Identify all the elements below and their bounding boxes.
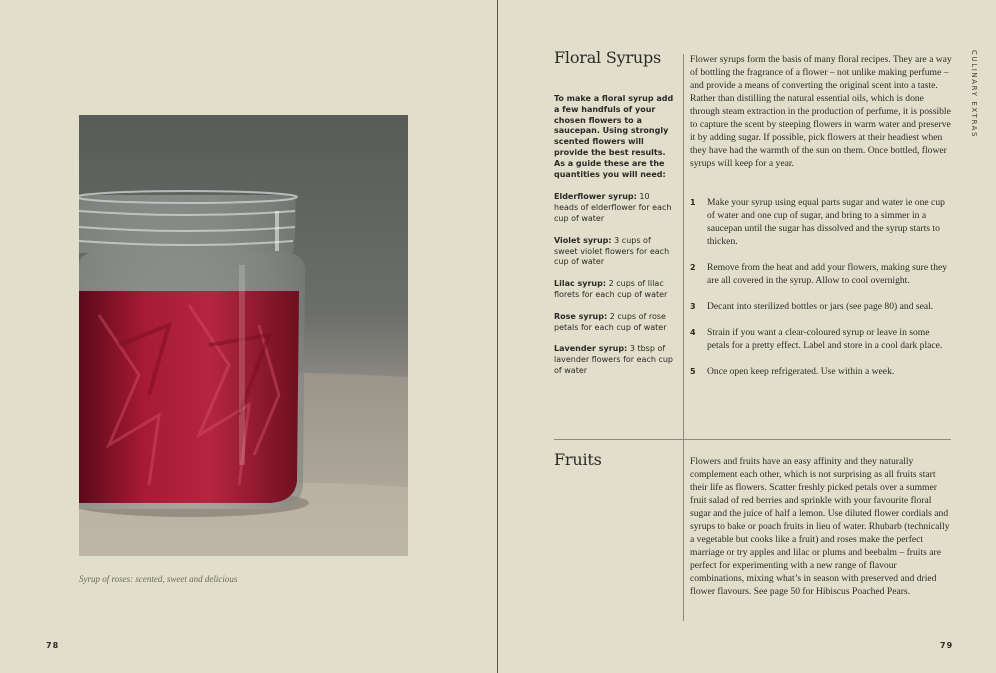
step-text: Once open keep refrigerated. Use within a week. bbox=[707, 366, 895, 377]
step-number: 2 bbox=[690, 263, 696, 272]
step-item bbox=[690, 365, 952, 378]
method-steps bbox=[690, 196, 952, 391]
step-text: Make your syrup using equal parts sugar and water ie one cup of water and one cup of sugar, and bring to a simmer in a saucepan until the sugar has dissolved and the syrup starts to thicken. bbox=[707, 197, 945, 247]
quantity-item bbox=[554, 236, 674, 268]
quantity-item bbox=[554, 192, 674, 224]
jar-illustration bbox=[79, 115, 408, 556]
quantity-text: 2 cups of rose petals for each cup of water bbox=[554, 311, 667, 332]
quantity-name: Rose syrup: bbox=[554, 311, 608, 321]
photo-caption: Syrup of roses: scented, sweet and delicious bbox=[79, 574, 238, 584]
section-divider bbox=[554, 439, 951, 440]
step-item bbox=[690, 300, 952, 313]
quantity-text: 2 cups of lilac florets for each cup of water bbox=[554, 279, 668, 299]
quantity-item bbox=[554, 279, 674, 301]
fruits-paragraph: Flowers and fruits have an easy affinity and they naturally complement each other, which is not surprising as all fruits start their life as flowers. Scatter freshly picked petals over a summer fruit salad of red berries and sprinkle with your favourite floral sugar and the juice of half a lemon. Use diluted flower cordials and syrups to bake or poach fruits in lieu of water. Rhubarb (technically a vegetable but cooks like a fruit) and roses make the perfect marriage or try apples and lilac or plums and beebalm – fruits are perfect for experimenting with a new range of flavour combinations, mixing what’s in season with preserved and dried flower flavours. See page 50 for Hibiscus Poached Pears. bbox=[690, 456, 950, 597]
section-title-floral-syrups: Floral Syrups bbox=[554, 48, 662, 67]
step-text: Remove from the heat and add your flowers, making sure they are all covered in the syrup. Allow to cool overnight. bbox=[707, 262, 948, 286]
step-item bbox=[690, 196, 952, 248]
quantity-name: Lavender syrup: bbox=[554, 344, 628, 354]
floral-syrups-intro: Flower syrups form the basis of many floral recipes. They are a way of bottling the fragrance of a flower – not unlike making perfume – and provide a means of converting the original scent into a taste. Rather than distilling the natural essential oils, which is done through steam extraction in the production of perfume, it is possible to capture the scent by steeping flowers in warm water and preserve it by adding sugar. If possible, pick flowers at their headiest when they have had the warmth of the sun on them. Once bottled, flower syrups will keep for a year. bbox=[690, 54, 952, 169]
step-number: 1 bbox=[690, 198, 696, 207]
step-text: Decant into sterilized bottles or jars (see page 80) and seal. bbox=[707, 301, 934, 312]
step-number: 3 bbox=[690, 302, 696, 311]
step-text: Strain if you want a clear-coloured syrup or leave in some petals for a pretty effect. Label and store in a cool dark place. bbox=[707, 327, 943, 351]
step-item bbox=[690, 326, 952, 352]
quantity-text: 3 cups of sweet violet flowers for each cup of water bbox=[554, 235, 670, 267]
page-number-right: 79 bbox=[940, 641, 954, 650]
section-title-fruits: Fruits bbox=[554, 450, 602, 469]
quantity-item bbox=[554, 344, 674, 376]
rose-syrup-photo bbox=[79, 115, 408, 556]
running-head bbox=[964, 50, 984, 140]
quantity-name: Lilac syrup: bbox=[554, 279, 607, 289]
quantity-name: Elderflower syrup: bbox=[554, 192, 637, 202]
quantity-name: Violet syrup: bbox=[554, 235, 612, 245]
quantity-item bbox=[554, 312, 674, 334]
column-divider-top bbox=[683, 54, 684, 439]
column-divider-bottom bbox=[683, 439, 684, 621]
quantity-text: 3 tbsp of lavender flowers for each cup of water bbox=[554, 344, 674, 375]
sidebar-intro: To make a floral syrup add a few handfuls of your chosen flowers to a saucepan. Using strongly scented flowers will provide the best results. As a guide these are the quantities you will need: bbox=[554, 94, 674, 179]
page-number-left: 78 bbox=[46, 641, 60, 650]
quantities-sidebar bbox=[554, 94, 674, 388]
quantity-text: 10 heads of elderflower for each cup of water bbox=[554, 192, 672, 223]
running-head-text: CULINARY EXTRAS bbox=[970, 50, 978, 139]
step-item bbox=[690, 261, 952, 287]
step-number: 5 bbox=[690, 367, 696, 376]
book-spine bbox=[497, 0, 498, 673]
step-number: 4 bbox=[690, 328, 696, 337]
